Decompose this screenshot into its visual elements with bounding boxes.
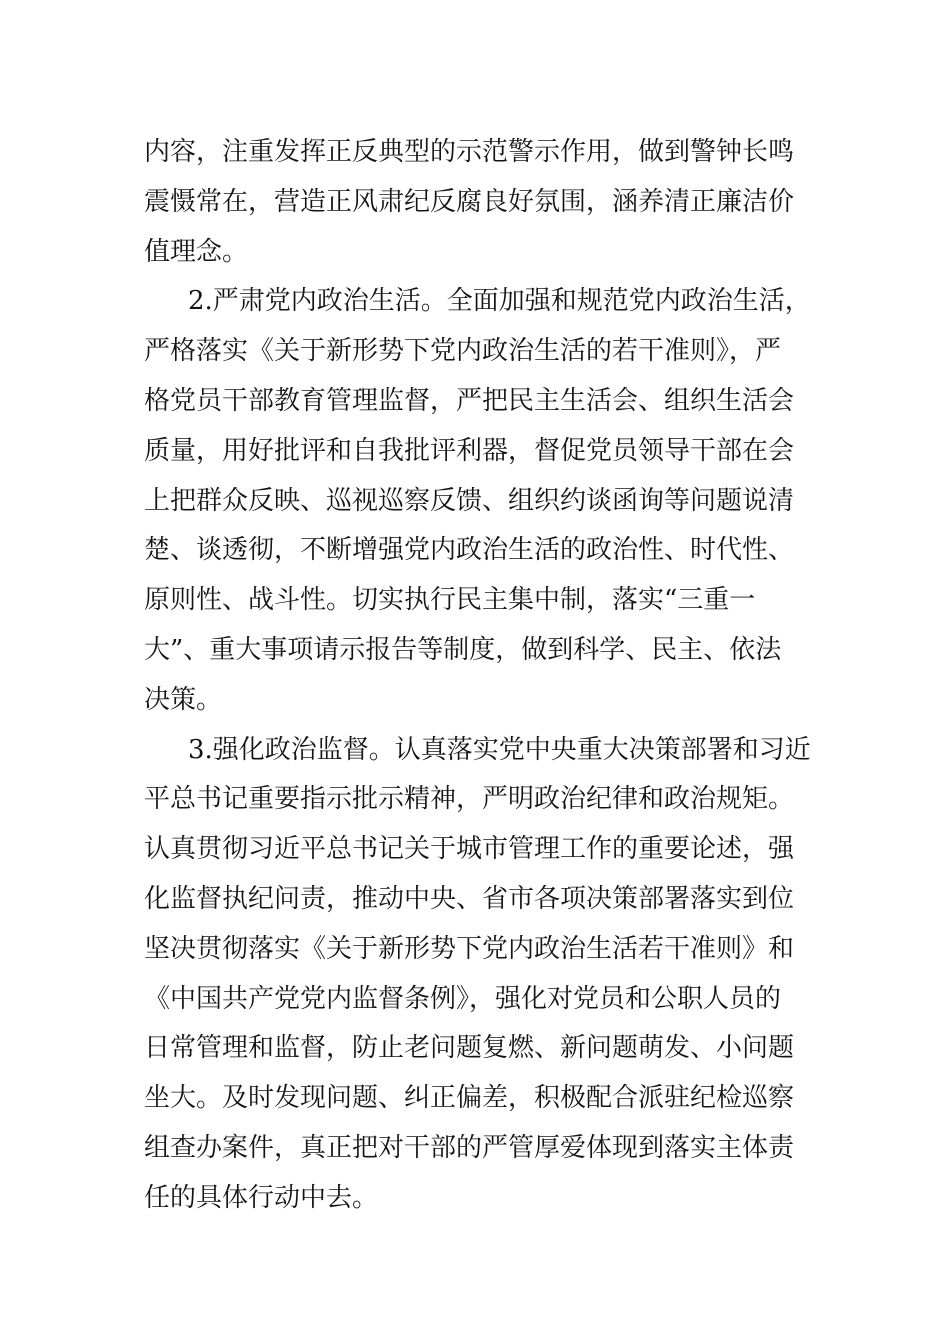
text-line: 决策。 bbox=[144, 684, 223, 715]
paragraph-3 bbox=[144, 726, 814, 1224]
text-line: 值理念。 bbox=[144, 236, 249, 267]
text-line: 楚、谈透彻，不断增强党内政治生活的政治性、时代性、 bbox=[144, 535, 795, 566]
text-line: 原则性、战斗性。切实执行民主集中制，落实“三重一 bbox=[144, 585, 756, 616]
text-line: 严格落实《关于新形势下党内政治生活的若干准则》，严 bbox=[144, 336, 782, 367]
text-line: 认真贯彻习近平总书记关于城市管理工作的重要论述，强 bbox=[144, 834, 795, 865]
text-line: 坐大。及时发现问题、纠正偏差，积极配合派驻纪检巡察 bbox=[144, 1083, 795, 1114]
text-line: 坚决贯彻落实《关于新形势下党内政治生活若干准则》和 bbox=[144, 933, 795, 964]
text-line: 内容，注重发挥正反典型的示范警示作用，做到警钟长鸣 bbox=[144, 137, 795, 167]
text-line: 《中国共产党党内监督条例》，强化对党员和公职人员的 bbox=[144, 983, 782, 1014]
text-line: 任的具体行动中去。 bbox=[144, 1182, 379, 1213]
text-line: 3.强化政治监督。认真落实党中央重大决策部署和习近 bbox=[188, 734, 811, 765]
text-line: 化监督执纪问责，推动中央、省市各项决策部署落实到位 bbox=[144, 883, 795, 914]
text-line: 大”、重大事项请示报告等制度，做到科学、民主、依法 bbox=[144, 634, 782, 665]
text-line: 质量，用好批评和自我批评利器，督促党员领导干部在会 bbox=[144, 435, 795, 466]
text-line: 日常管理和监督，防止老问题复燃、新问题萌发、小问题 bbox=[144, 1033, 795, 1064]
paragraph-2 bbox=[144, 277, 814, 725]
text-line: 震慑常在，营造正风肃纪反腐良好氛围，涵养清正廉洁价 bbox=[144, 186, 795, 217]
text-line: 平总书记重要指示批示精神，严明政治纪律和政治规矩。 bbox=[144, 784, 795, 815]
document-body bbox=[144, 128, 814, 1224]
paragraph-1 bbox=[144, 128, 814, 277]
text-line: 2.严肃党内政治生活。全面加强和规范党内政治生活， bbox=[188, 286, 811, 317]
text-line: 上把群众反映、巡视巡察反馈、组织约谈函询等问题说清 bbox=[144, 485, 795, 516]
text-line: 组查办案件，真正把对干部的严管厚爱体现到落实主体责 bbox=[144, 1132, 795, 1163]
text-line: 格党员干部教育管理监督，严把民主生活会、组织生活会 bbox=[144, 385, 795, 416]
